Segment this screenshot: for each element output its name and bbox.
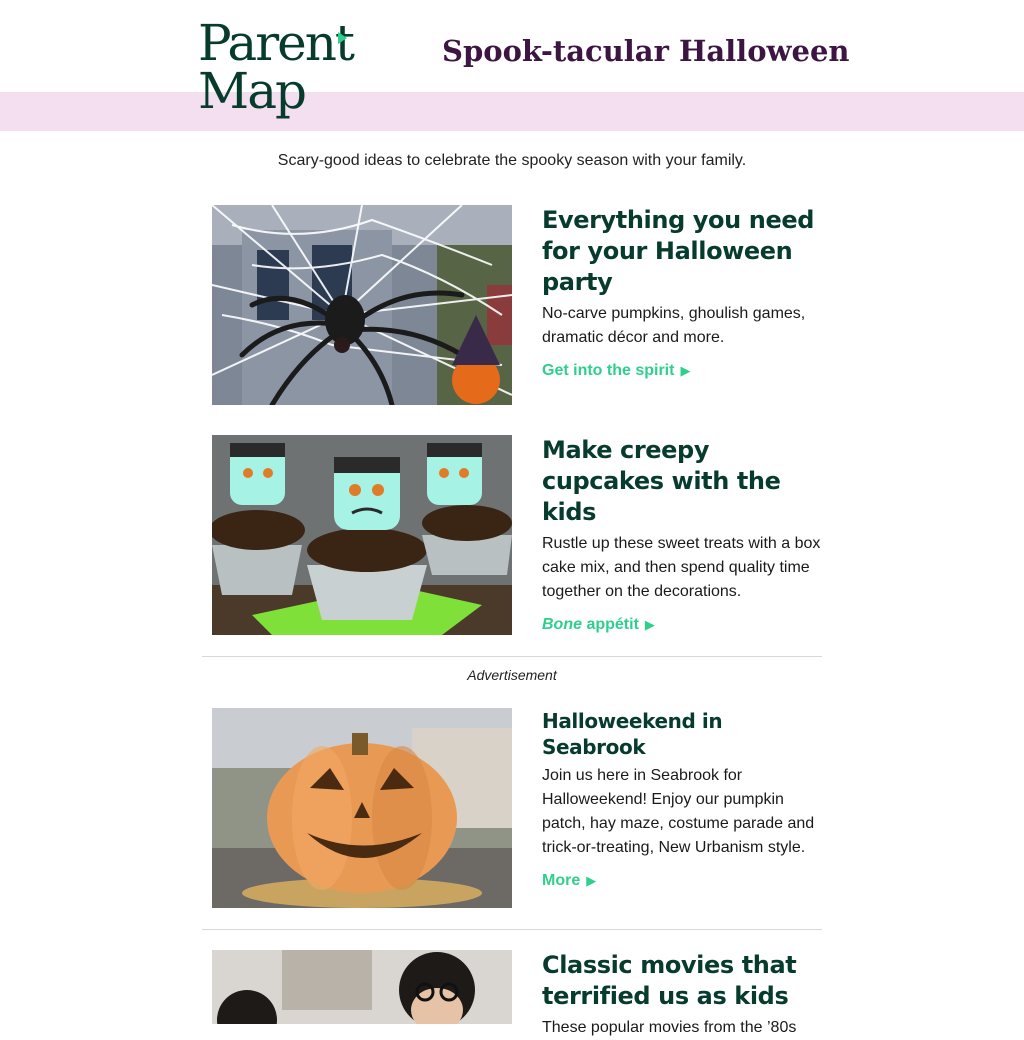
header-band	[0, 92, 1024, 131]
story-headline[interactable]: Everything you need for your Halloween party	[542, 206, 814, 296]
play-triangle-icon: ▶	[644, 617, 655, 632]
story-description: Rustle up these sweet treats with a box cake mix, and then spend quality time together on the decorations.	[542, 535, 821, 600]
story-description: No-carve pumpkins, ghoulish games, dramatic décor and more.	[542, 305, 806, 346]
divider	[202, 929, 822, 930]
ad-description: Join us here in Seabrook for Halloweekend! Enjoy our pumpkin patch, hay maze, costume parade and trick-or-treating, New Urbanism style.	[542, 767, 815, 856]
story-image-spider-house[interactable]	[212, 205, 512, 405]
logo-word-parent: Parent	[198, 14, 353, 72]
masthead-title: Spook-tacular Halloween	[442, 34, 850, 68]
cta-bone-appetit-link[interactable]: Bone appétit ▶	[542, 616, 655, 633]
cta-get-into-the-spirit-link[interactable]: Get into the spirit ▶	[542, 362, 691, 379]
story-headline[interactable]: Make creepy cupcakes with the kids	[542, 436, 781, 526]
cta-more-link[interactable]: More ▶	[542, 872, 597, 889]
play-triangle-icon: ▶	[586, 873, 597, 888]
logo-word-map: Map	[198, 62, 306, 120]
ad-headline[interactable]: Halloweekend in Seabrook	[542, 709, 723, 759]
parentmap-logo[interactable]	[198, 14, 358, 122]
story-image-cupcakes[interactable]	[212, 435, 512, 635]
play-triangle-icon	[338, 32, 347, 44]
story-headline[interactable]: Classic movies that terrified us as kids	[542, 951, 797, 1010]
divider	[202, 656, 822, 657]
play-triangle-icon: ▶	[680, 363, 691, 378]
story-image-jack-o-lantern[interactable]	[212, 708, 512, 908]
intro-text: Scary-good ideas to celebrate the spooky season with your family.	[277, 152, 747, 169]
story-description: These popular movies from the ’80s	[542, 1019, 797, 1036]
story-image-kids-movie[interactable]	[212, 950, 512, 1024]
advertisement-label: Advertisement	[467, 667, 557, 683]
